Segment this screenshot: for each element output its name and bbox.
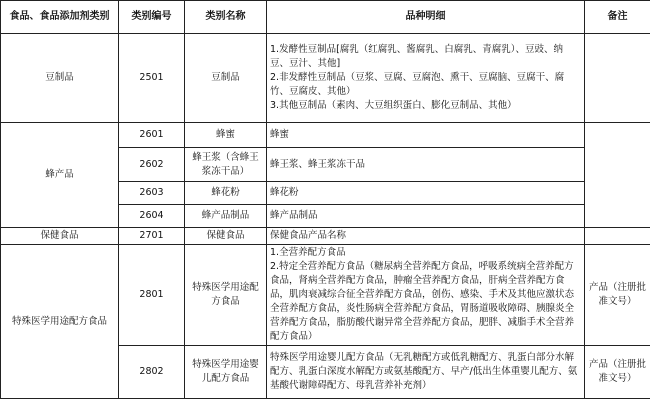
remark-cell: 产品（注册批准文号）: [585, 346, 650, 399]
code-cell: 2801: [119, 245, 185, 346]
remark-cell: [585, 228, 650, 245]
detail-line: 1.发酵性豆制品[腐乳（红腐乳、酱腐乳、白腐乳、青腐乳）、豆豉、纳豆、豆汁、其他]: [270, 44, 564, 69]
code-cell: 2501: [119, 34, 185, 123]
detail-cell: [267, 245, 585, 346]
header-remark: 备注: [585, 1, 650, 34]
name-cell: 蜂花粉: [185, 182, 267, 205]
remark-cell: 产品（注册批准文号）: [585, 245, 650, 346]
category-cell: 蜂产品: [1, 123, 119, 228]
header-category: 食品、食品添加剂类别: [1, 1, 119, 34]
name-cell: 蜂王浆（含蜂王浆冻干品）: [185, 148, 267, 182]
code-cell: 2601: [119, 123, 185, 148]
table-header-row: [1, 1, 650, 34]
category-cell: 特殊医学用途配方食品: [1, 245, 119, 399]
code-cell: 2603: [119, 182, 185, 205]
detail-cell: 特殊医学用途婴儿配方食品（无乳糖配方或低乳糖配方、乳蛋白部分水解配方、乳蛋白深度水解配方或氨基酸配方、早产/低出生体重婴儿配方、氨基酸代谢障碍配方、母乳营养补充剂）: [267, 346, 585, 399]
detail-line: 2.特定全营养配方食品（糖尿病全营养配方食品，呼吸系统病全营养配方食品，肾病全营养配方食品，肿瘤全营养配方食品，肝病全营养配方食品，肌肉衰减综合征全营养配方食品，创伤、感染、手术及其他应激状态全营养配方食品，炎性肠病全营养配方食品，胃肠道吸收障碍、胰腺炎全营养配方食品，脂肪酸代谢异常全营养配方食品，肥胖、减脂手术全营养配方食品）: [270, 261, 575, 342]
header-name: 类别名称: [185, 1, 267, 34]
detail-cell: 蜂产品制品: [267, 205, 585, 228]
detail-cell: 保健食品产品名称: [267, 228, 585, 245]
remark-cell: [585, 34, 650, 123]
header-code: 类别编号: [119, 1, 185, 34]
table-row: [1, 228, 650, 245]
name-cell: 蜂蜜: [185, 123, 267, 148]
detail-line: 2.非发酵性豆制品（豆浆、豆腐、豆腐泡、熏干、豆腐脑、豆腐干、腐竹、豆腐皮、其他）: [270, 72, 565, 97]
name-cell: 特殊医学用途婴儿配方食品: [185, 346, 267, 399]
header-detail: 品种明细: [267, 1, 585, 34]
name-cell: 豆制品: [185, 34, 267, 123]
detail-cell: [267, 34, 585, 123]
detail-cell: 蜂蜜: [267, 123, 585, 148]
detail-cell: 蜂王浆、蜂王浆冻干品: [267, 148, 585, 182]
code-cell: 2802: [119, 346, 185, 399]
code-cell: 2602: [119, 148, 185, 182]
name-cell: 蜂产品制品: [185, 205, 267, 228]
code-cell: 2604: [119, 205, 185, 228]
detail-cell: 蜂花粉: [267, 182, 585, 205]
name-cell: 特殊医学用途配方食品: [185, 245, 267, 346]
table-row: [1, 34, 650, 123]
detail-line: 3.其他豆制品（素肉、大豆组织蛋白、膨化豆制品、其他）: [270, 100, 517, 111]
code-cell: 2701: [119, 228, 185, 245]
category-cell: 保健食品: [1, 228, 119, 245]
detail-line: 1.全营养配方食品: [270, 247, 346, 258]
table-row: [1, 245, 650, 346]
table-row: [1, 123, 650, 148]
name-cell: 保健食品: [185, 228, 267, 245]
remark-cell: [585, 123, 650, 228]
category-cell: 豆制品: [1, 34, 119, 123]
